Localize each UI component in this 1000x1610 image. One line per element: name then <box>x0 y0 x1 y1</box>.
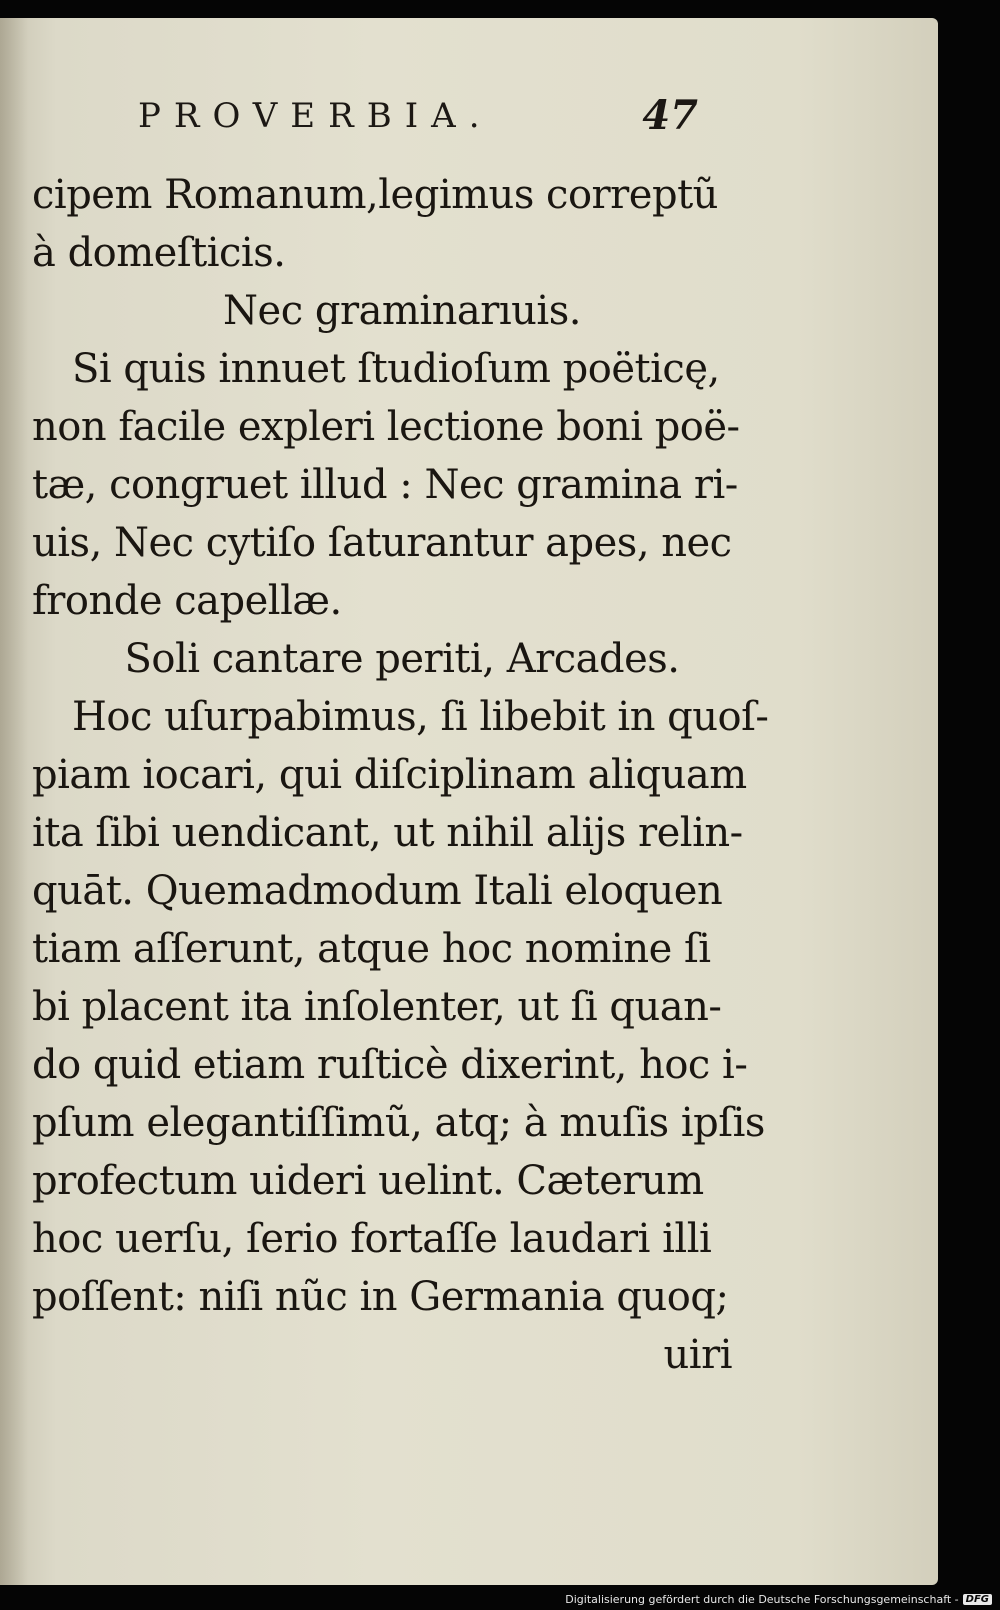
text-line: quāt. Quemadmodum Itali eloquen <box>32 868 723 914</box>
body-text <box>32 166 769 1384</box>
text-line: Hoc uſurpabimus, ſi libebit in quoſ- <box>72 694 769 740</box>
text-line: non facile expleri lectione boni poë- <box>32 404 740 450</box>
digitization-credit <box>565 1593 992 1606</box>
text-line: piam iocari, qui diſciplinam aliquam <box>32 752 747 798</box>
text-line: do quid etiam ruſticè dixerint, hoc i- <box>32 1042 748 1088</box>
text-line: cipem Romanum,legimus correptũ <box>32 172 718 218</box>
text-line: à domeſticis. <box>32 230 286 276</box>
section-heading: Nec graminarıuis. <box>223 288 581 334</box>
text-line: Si quis innuet ſtudioſum poëticę, <box>72 346 720 392</box>
text-line: tæ, congruet illud : Nec gramina ri- <box>32 462 738 508</box>
text-line: bi placent ita inſolenter, ut ſi quan- <box>32 984 722 1030</box>
book-page <box>0 18 938 1585</box>
text-line: fronde capellæ. <box>32 578 342 624</box>
section-heading: Soli cantare periti, Arcades. <box>124 636 680 682</box>
dfg-logo: DFG <box>963 1594 992 1605</box>
text-line: tiam aſſerunt, atque hoc nomine ſi <box>32 926 711 972</box>
page-header <box>138 92 698 146</box>
page-number: 47 <box>642 92 698 139</box>
text-line: poſſent: niſi nũc in Germania quoq; <box>32 1274 729 1320</box>
text-line: profectum uideri uelint. Cæterum <box>32 1158 704 1204</box>
catchword: uiri <box>663 1332 732 1378</box>
credit-text: Digitalisierung gefördert durch die Deutsche Forschungsgemeinschaft - <box>565 1593 959 1606</box>
text-line: ita ſibi uendicant, ut nihil alijs relin- <box>32 810 743 856</box>
running-title: PROVERBIA. <box>138 96 493 136</box>
text-line: hoc uerſu, ſerio fortaſſe laudari illi <box>32 1216 712 1262</box>
text-line: pſum elegantiſſimũ, atq; à muſis ipſis <box>32 1100 765 1146</box>
text-line: uis, Nec cytiſo ſaturantur apes, nec <box>32 520 732 566</box>
